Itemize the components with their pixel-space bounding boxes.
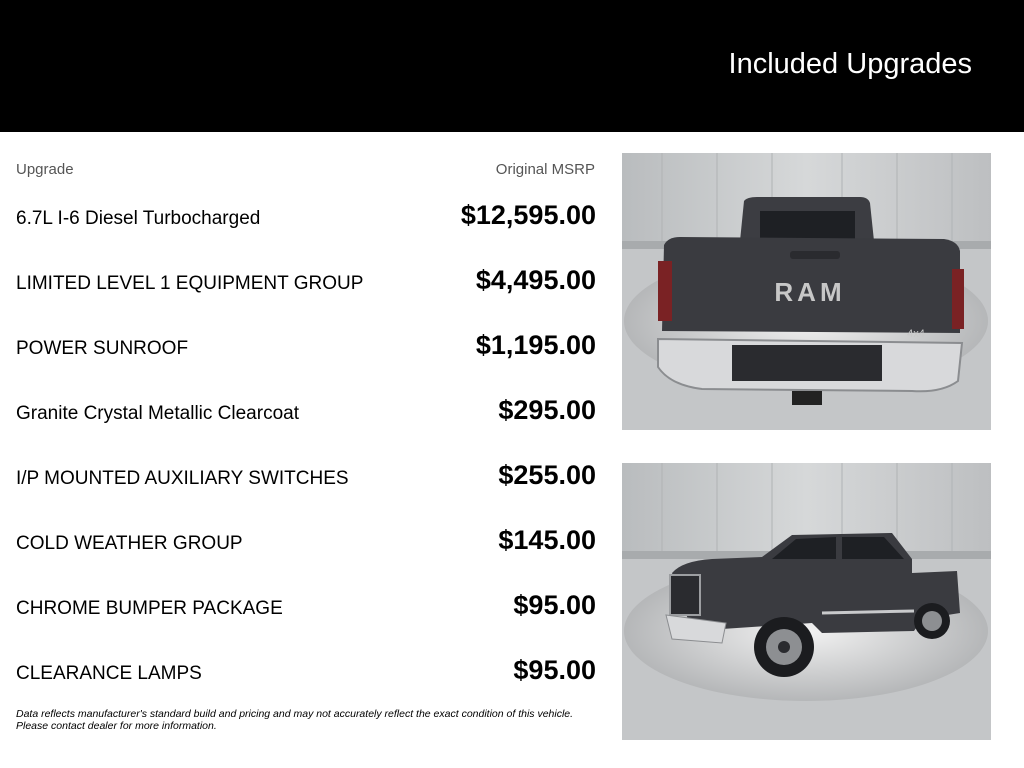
disclaimer-line: Please contact dealer for more information. — [16, 720, 217, 732]
upgrade-row — [16, 393, 596, 433]
msrp-column-header: Original MSRP — [495, 161, 595, 178]
ram-badge: RAM — [774, 277, 846, 307]
upgrade-price: $95.00 — [513, 655, 596, 685]
upgrade-row — [16, 263, 596, 303]
upgrade-price: $145.00 — [498, 525, 596, 555]
page-title: Included Upgrades — [728, 48, 972, 80]
upgrade-name: Granite Crystal Metallic Clearcoat — [16, 403, 299, 424]
upgrade-row — [16, 198, 596, 238]
upgrade-price: $295.00 — [498, 395, 596, 425]
upgrade-name: POWER SUNROOF — [16, 338, 189, 359]
upgrade-price: $4,495.00 — [475, 265, 596, 295]
upgrade-row — [16, 458, 596, 498]
upgrade-name: I/P MOUNTED AUXILIARY SWITCHES — [16, 468, 349, 489]
truck-rear-photo — [622, 153, 991, 430]
upgrade-row — [16, 653, 596, 693]
upgrade-name: LIMITED LEVEL 1 EQUIPMENT GROUP — [16, 273, 364, 294]
upgrade-price: $12,595.00 — [460, 200, 596, 230]
upgrade-row — [16, 523, 596, 563]
upgrade-row — [16, 328, 596, 368]
upgrade-name: COLD WEATHER GROUP — [16, 533, 243, 554]
upgrade-price: $1,195.00 — [475, 330, 596, 360]
upgrade-name: CLEARANCE LAMPS — [16, 663, 202, 684]
upgrade-name: 6.7L I-6 Diesel Turbocharged — [16, 208, 261, 229]
disclaimer-line: Data reflects manufacturer's standard build and pricing and may not accurately reflect the exact condition of this vehicle. — [16, 708, 574, 720]
drive-badge: 4x4 — [907, 328, 925, 340]
disclaimer — [16, 708, 616, 732]
upgrade-price: $95.00 — [513, 590, 596, 620]
upgrade-name: CHROME BUMPER PACKAGE — [16, 598, 283, 619]
header-bar — [0, 0, 1024, 132]
upgrade-row — [16, 588, 596, 628]
upgrade-column-header: Upgrade — [16, 161, 74, 178]
truck-side-photo — [622, 463, 991, 740]
upgrade-price: $255.00 — [498, 460, 596, 490]
